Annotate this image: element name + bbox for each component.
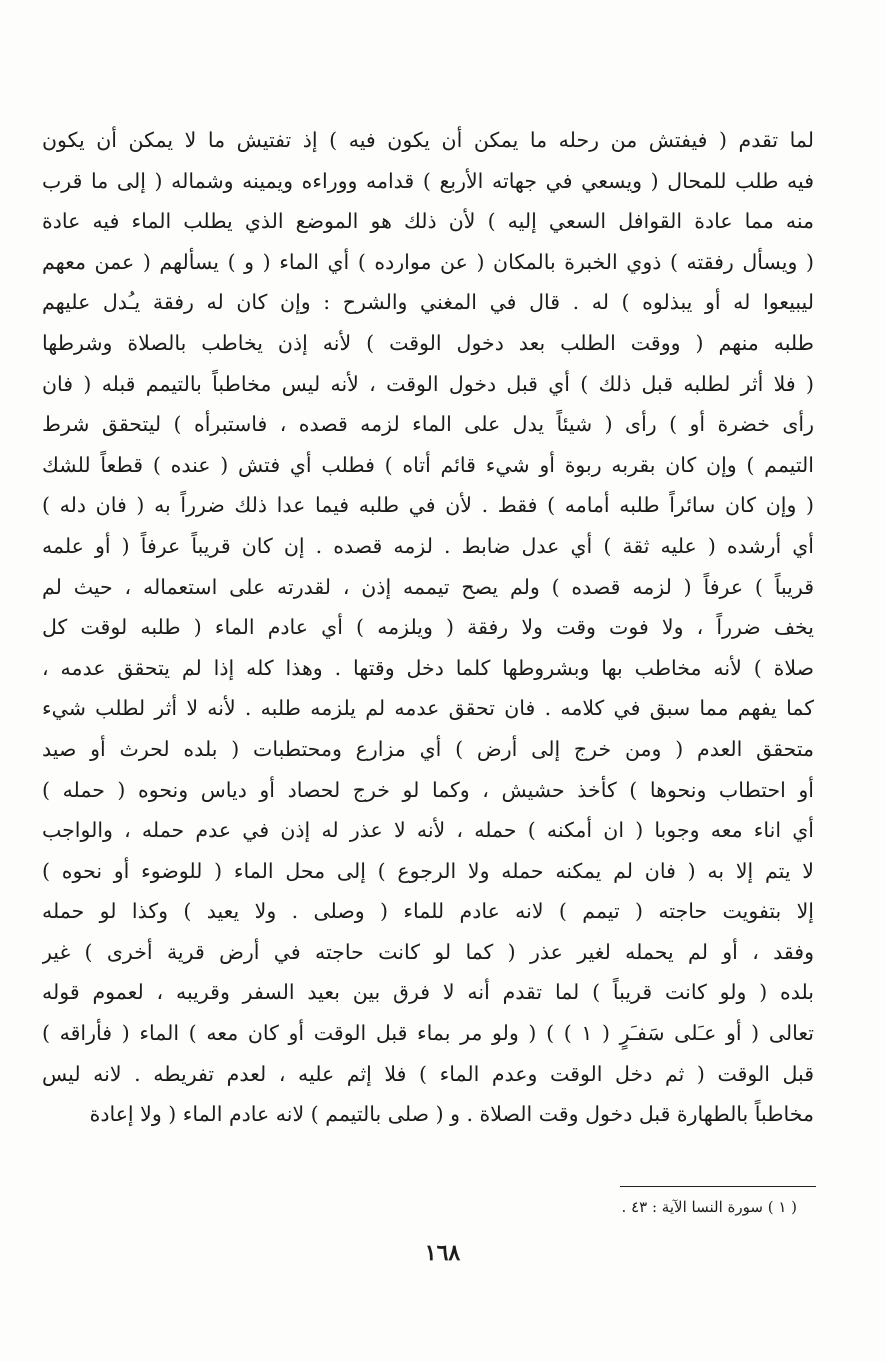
footnote: ( ١ ) سورة النسا الآية : ٤٣ . — [621, 1198, 797, 1216]
text-line: قبل الوقت ( ثم دخل الوقت وعدم الماء ) فلا إثم عليه ، لعدم تفريطه . لانه ليس — [42, 1061, 814, 1086]
text-line: رأى خضرة أو ) رأى ( شيئاً يدل على الماء لزمه قصده ، فاستبرأه ) ليتحقق شرط — [42, 412, 814, 437]
text-line: يخف ضرراً ، ولا فوت وقت ولا رفقة ( ويلزمه ) أي عادم الماء ( طلبه لوقت كل — [42, 615, 814, 640]
text-line: متحقق العدم ( ومن خرج إلى أرض ) أي مزارع ومحتطبات ( بلده لحرث أو صيد — [42, 736, 814, 761]
text-line: طلبه منهم ( ووقت الطلب بعد دخول الوقت ) لأنه إذن يخاطب بالصلاة وشرطها — [42, 330, 814, 355]
text-line: أي اناء معه وجوبا ( ان أمكنه ) حمله ، لأنه لا عذر له إذن في عدم حمله ، والواجب — [42, 818, 814, 843]
footnote-divider — [620, 1186, 816, 1187]
text-line: التيمم ) وإن كان بقربه ربوة أو شيء قائم أتاه ) فطلب أي فتش ( عنده ) قطعاً للشك — [42, 452, 814, 477]
text-line: لا يتم إلا به ( فان لم يمكنه حمله ولا الرجوع ) إلى محل الماء ( للوضوء أو نحوه ) — [42, 858, 814, 883]
text-line: أو احتطاب ونحوها ) كأخذ حشيش ، وكما لو خرج لحصاد أو دياس ونحوه ( حمله ) — [42, 777, 814, 802]
text-line: منه مما عادة القوافل السعي إليه ) لأن ذلك هو الموضع الذي يطلب الماء فيه عادة — [42, 209, 814, 234]
text-line: ( فلا أثر لطلبه قبل ذلك ) أي قبل دخول الوقت ، لأنه ليس مخاطباً بالتيمم قبله ( فان — [42, 371, 814, 396]
text-line: بلده ( ولو كانت قريباً ) لما تقدم أنه لا فرق بين بعيد السفر وقريبه ، لعموم قوله — [42, 980, 814, 1005]
page-number: ١٦٨ — [424, 1240, 461, 1266]
text-line: وفقد ، أو لم يحمله لغير عذر ( كما لو كانت حاجته في أرض قرية أخرى ) غير — [42, 939, 814, 964]
text-line: كما يفهم مما سبق في كلامه . فان تحقق عدمه لم يلزمه طلبه . لأنه لا أثر لطلب شيء — [42, 696, 814, 721]
text-line: قريباً ) عرفاً ( لزمه قصده ) ولم يصح تيممه إذن ، لقدرته على استعماله ، حيث لم — [42, 574, 814, 599]
text-line: ليبيعوا له أو يبذلوه ) له . قال في المغني والشرح : وإن كان له رفقة يـُدل عليهم — [42, 290, 814, 315]
text-line: ( وإن كان سائراً طلبه أمامه ) فقط . لأن في طلبه فيما عدا ذلك ضرراً به ( فان دله ) — [42, 493, 814, 518]
text-line: صلاة ) لأنه مخاطب بها وبشروطها كلما دخل وقتها . وهذا كله إذا لم يتحقق عدمه ، — [42, 655, 814, 680]
text-line: أي أرشده ( عليه ثقة ) أي عدل ضابط . لزمه قصده . إن كان قريباً عرفاً ( أو علمه — [42, 533, 814, 558]
text-line: تعالى ( أو عـَلى سَفـَرٍ ( ١ ) ) ( ولو مر بماء قبل الوقت أو كان معه ) الماء ( فأراقه ) — [42, 1021, 814, 1046]
text-line: إلا بتفويت حاجته ( تيمم ) لانه عادم للماء ( وصلى . ولا يعيد ) وكذا لو حمله — [42, 899, 814, 924]
main-text — [42, 120, 814, 1135]
text-line: مخاطباً بالطهارة قبل دخول وقت الصلاة . و ( صلى بالتيمم ) لانه عادم الماء ( ولا إعادة — [89, 1102, 814, 1127]
text-line: ( ويسأل رفقته ) ذوي الخبرة بالمكان ( عن موارده ) أي الماء ( و ) يسألهم ( عمن معهم — [42, 249, 814, 274]
text-line: فيه طلب للمحال ( ويسعي في جهاته الأربع ) قدامه ووراءه ويمينه وشماله ( إلى ما قرب — [42, 168, 814, 193]
text-line: لما تقدم ( فيفتش من رحله ما يمكن أن يكون فيه ) إذ تفتيش ما لا يمكن أن يكون — [42, 128, 814, 152]
